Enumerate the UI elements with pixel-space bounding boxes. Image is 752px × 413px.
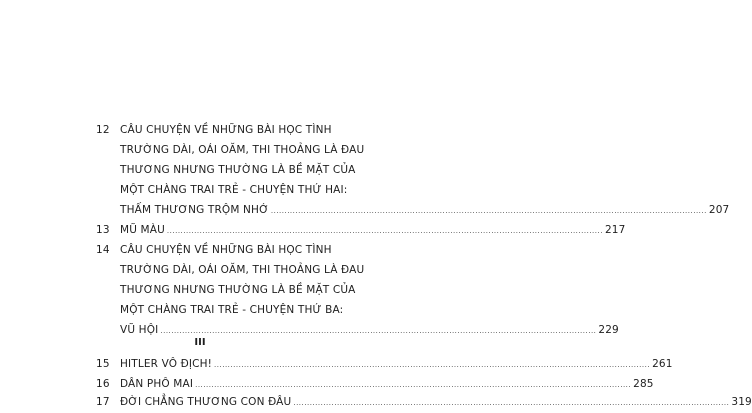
section-heading: III: [194, 337, 206, 348]
toc-entry-title-line: THƯƠNG NHƯNG THƯỜNG LÀ BỀ MẶT CỦA: [120, 164, 356, 176]
dot-leader: ................................................................................................................................................................: [293, 399, 730, 407]
toc-entry-title-line: MỘT CHÀNG TRAI TRẺ - CHUYỆN THỨ BA:: [120, 304, 344, 316]
dot-leader: ................................................................................................................................................................: [195, 381, 632, 389]
toc-entry-number: 16: [96, 378, 110, 390]
toc-entry-page-number: 285: [633, 378, 654, 390]
dot-leader: ................................................................................................................................................................: [214, 361, 651, 369]
toc-entry-title-line: DÂN PHÔ MAI: [120, 378, 194, 390]
toc-entry-page-number: 207: [708, 204, 730, 216]
toc-entry-14-line-2: [96, 260, 365, 280]
toc-entry-title-line: ĐỜI CHẲNG THƯƠNG CON ĐÂU: [120, 396, 292, 408]
toc-entry-12-line-5: [96, 200, 730, 220]
toc-entry-title-line: THẤM THƯƠNG TRỘM NHỚ: [120, 204, 269, 216]
toc-entry-title-line: VŨ HỘI: [120, 324, 159, 336]
toc-entry-number: 13: [96, 224, 110, 236]
toc-entry-page-number: 261: [652, 358, 673, 370]
toc-entry-title-line: CÂU CHUYỆN VỀ NHỮNG BÀI HỌC TÌNH: [120, 124, 332, 136]
toc-entry-14-line-1: [96, 240, 358, 260]
toc-entry-title-line: CÂU CHUYỆN VỀ NHỮNG BÀI HỌC TÌNH: [120, 244, 332, 256]
toc-entry-title-line: TRƯỜNG DÀI, OÁI OĂM, THI THOẢNG LÀ ĐAU: [120, 144, 365, 156]
toc-entry-title-line: HITLER VÔ ĐỊCH!: [120, 358, 213, 370]
toc-entry-12-line-4: [96, 180, 358, 200]
toc-entry-number: 14: [96, 244, 110, 256]
toc-entry-title-line: THƯƠNG NHƯNG THƯỜNG LÀ BỀ MẶT CỦA: [120, 284, 356, 296]
toc-entry-14-line-3: [96, 280, 358, 300]
toc-entry-page-number: 319: [731, 396, 752, 408]
dot-leader: ................................................................................................................................................................: [160, 327, 597, 335]
toc-entry-title-line: TRƯỜNG DÀI, OÁI OĂM, THI THOẢNG LÀ ĐAU: [120, 264, 365, 276]
toc-entry-number: 15: [96, 358, 110, 370]
toc-entry-12-line-3: [96, 160, 358, 180]
toc-entry-14-line-4: [96, 300, 358, 320]
toc-entry-title-line: MŨ MÀU: [120, 224, 165, 236]
toc-entry-12-line-1: [96, 120, 358, 140]
toc-entry-page-number: 217: [604, 224, 626, 236]
toc-entry-number: 12: [96, 124, 110, 136]
toc-entry-page-number: 229: [598, 324, 619, 336]
dot-leader: ................................................................................................................................................................: [166, 227, 603, 235]
toc-entry-number: 17: [96, 396, 110, 408]
toc-entry-17: [96, 392, 752, 412]
dot-leader: ................................................................................................................................................................: [270, 207, 707, 215]
toc-entry-12-line-2: [96, 140, 365, 160]
toc-entry-13: [96, 220, 626, 240]
toc-entry-15: [96, 354, 673, 374]
toc-entry-16: [96, 374, 654, 394]
toc-entry-title-line: MỘT CHÀNG TRAI TRẺ - CHUYỆN THỨ HAI:: [120, 184, 348, 196]
